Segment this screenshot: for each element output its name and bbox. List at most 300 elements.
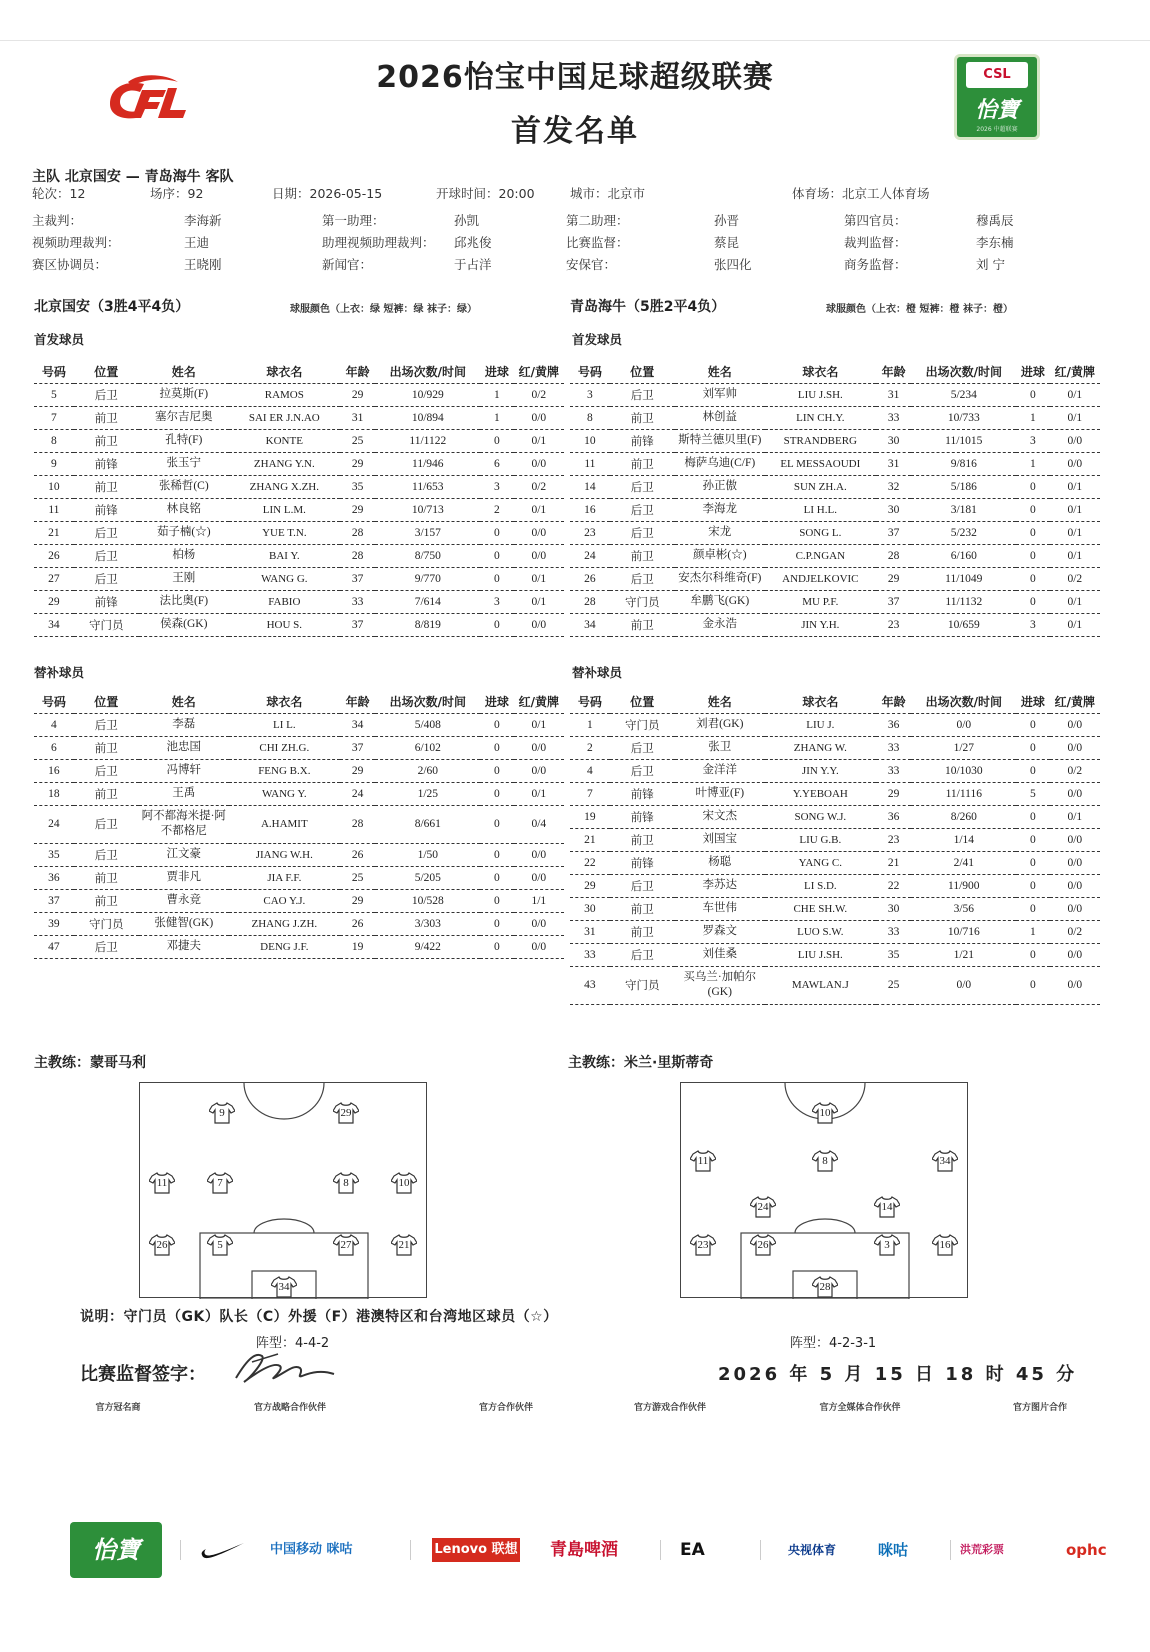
cell-apps-minutes: 9/816 bbox=[911, 452, 1016, 475]
cell-apps-minutes: 10/659 bbox=[911, 613, 1016, 636]
column-header: 号码 bbox=[34, 690, 74, 713]
cell-name: 叶博亚(F) bbox=[675, 782, 765, 805]
cell-age: 35 bbox=[340, 475, 376, 498]
table-row bbox=[570, 590, 1100, 613]
cell-apps-minutes: 10/929 bbox=[375, 383, 480, 406]
cell-position: 前锋 bbox=[610, 782, 675, 805]
cell-number: 16 bbox=[34, 759, 74, 782]
cell-number: 10 bbox=[570, 429, 610, 452]
shirt-number: 5 bbox=[217, 1239, 223, 1251]
cell-age: 37 bbox=[876, 521, 912, 544]
shirt-number: 10 bbox=[398, 1177, 410, 1189]
cell-apps-minutes: 3/303 bbox=[375, 912, 480, 935]
cell-apps-minutes: 10/713 bbox=[375, 498, 480, 521]
cell-number: 7 bbox=[34, 406, 74, 429]
cell-age: 37 bbox=[876, 590, 912, 613]
cell-apps-minutes: 10/733 bbox=[911, 406, 1016, 429]
column-header: 位置 bbox=[74, 690, 139, 713]
table-row bbox=[34, 805, 564, 843]
cell-shirt-name: LI S.D. bbox=[765, 874, 876, 897]
cell-goals: 0 bbox=[1016, 966, 1050, 1004]
official-name: 邱兆俊 bbox=[454, 235, 492, 250]
cell-number: 35 bbox=[34, 843, 74, 866]
cell-goals: 5 bbox=[1016, 782, 1050, 805]
cell-apps-minutes: 1/14 bbox=[911, 828, 1016, 851]
shirt-number: 26 bbox=[757, 1239, 769, 1251]
shirt-number: 8 bbox=[822, 1155, 828, 1167]
cell-position: 后卫 bbox=[74, 567, 139, 590]
table-row bbox=[570, 521, 1100, 544]
cell-name: 杨聪 bbox=[675, 851, 765, 874]
cell-number: 7 bbox=[570, 782, 610, 805]
player-shirt-icon bbox=[207, 1172, 233, 1194]
cell-number: 19 bbox=[570, 805, 610, 828]
cell-number: 4 bbox=[570, 759, 610, 782]
partner-label: 官方合作伙伴 bbox=[478, 1403, 533, 1413]
cell-age: 31 bbox=[876, 383, 912, 406]
signature-scribble bbox=[230, 1348, 340, 1388]
player-shirt-icon bbox=[812, 1102, 838, 1124]
cell-number: 1 bbox=[570, 713, 610, 736]
cell-cards: 0/1 bbox=[1050, 383, 1100, 406]
cell-apps-minutes: 11/900 bbox=[911, 874, 1016, 897]
away-coach-name: 米兰·里斯蒂奇 bbox=[624, 1055, 714, 1071]
cell-name: 林创益 bbox=[675, 406, 765, 429]
cell-age: 29 bbox=[340, 498, 376, 521]
cell-cards: 1/1 bbox=[514, 889, 564, 912]
cell-apps-minutes: 5/205 bbox=[375, 866, 480, 889]
cell-cards: 0/1 bbox=[514, 567, 564, 590]
home-kit-colors: 球服颜色（上衣：绿 短裤：绿 袜子：绿） bbox=[290, 304, 477, 315]
cell-apps-minutes: 2/41 bbox=[911, 851, 1016, 874]
table-row bbox=[570, 567, 1100, 590]
cell-age: 29 bbox=[876, 567, 912, 590]
cell-shirt-name: WANG Y. bbox=[229, 782, 340, 805]
cell-name: 车世伟 bbox=[675, 897, 765, 920]
cell-name: 李磊 bbox=[139, 713, 229, 736]
cell-position: 后卫 bbox=[74, 935, 139, 958]
table-row bbox=[570, 828, 1100, 851]
cell-name: 牟鹏飞(GK) bbox=[675, 590, 765, 613]
cell-shirt-name: CHE SH.W. bbox=[765, 897, 876, 920]
table-row bbox=[570, 613, 1100, 636]
cell-shirt-name: WANG G. bbox=[229, 567, 340, 590]
table-row bbox=[570, 429, 1100, 452]
cell-number: 36 bbox=[34, 866, 74, 889]
cell-name: 安杰尔科维奇(F) bbox=[675, 567, 765, 590]
cell-shirt-name: LIU J. bbox=[765, 713, 876, 736]
cell-position: 前卫 bbox=[74, 429, 139, 452]
cell-apps-minutes: 0/0 bbox=[911, 966, 1016, 1004]
cell-shirt-name: SAI ER J.N.AO bbox=[229, 406, 340, 429]
sponsor-divider bbox=[950, 1540, 951, 1560]
away-subs-table bbox=[570, 690, 1100, 1005]
away-starters-table bbox=[570, 360, 1100, 637]
player-shirt-icon bbox=[391, 1172, 417, 1194]
home-coach-label: 主教练： bbox=[34, 1055, 90, 1071]
cell-apps-minutes: 5/232 bbox=[911, 521, 1016, 544]
cell-goals: 6 bbox=[480, 452, 514, 475]
column-header: 年龄 bbox=[876, 690, 912, 713]
cell-number: 3 bbox=[570, 383, 610, 406]
column-header: 进球 bbox=[1016, 690, 1050, 713]
sponsor-logo: 央视体育 bbox=[788, 1543, 837, 1557]
cell-age: 33 bbox=[876, 406, 912, 429]
page-title: 2026怡宝中国足球超级联赛 bbox=[376, 60, 774, 95]
shirt-number: 8 bbox=[343, 1177, 349, 1189]
cell-position: 前锋 bbox=[610, 429, 675, 452]
official-role: 商务监督： bbox=[844, 257, 907, 272]
cell-goals: 0 bbox=[1016, 383, 1050, 406]
cell-shirt-name: SUN ZH.A. bbox=[765, 475, 876, 498]
cell-number: 39 bbox=[34, 912, 74, 935]
cell-position: 守门员 bbox=[74, 613, 139, 636]
cell-apps-minutes: 11/1015 bbox=[911, 429, 1016, 452]
cell-cards: 0/1 bbox=[514, 429, 564, 452]
cell-name: 买乌兰·加帕尔(GK) bbox=[675, 966, 765, 1004]
cell-goals: 0 bbox=[480, 567, 514, 590]
cell-cards: 0/0 bbox=[1050, 828, 1100, 851]
table-row bbox=[34, 613, 564, 636]
column-header: 号码 bbox=[570, 690, 610, 713]
cell-position: 前卫 bbox=[610, 828, 675, 851]
cell-age: 31 bbox=[340, 406, 376, 429]
cell-shirt-name: FABIO bbox=[229, 590, 340, 613]
cell-age: 33 bbox=[340, 590, 376, 613]
cell-shirt-name: ANDJELKOVIC bbox=[765, 567, 876, 590]
cell-name: 曹永竞 bbox=[139, 889, 229, 912]
cell-goals: 0 bbox=[480, 889, 514, 912]
cell-position: 前卫 bbox=[74, 406, 139, 429]
sponsor-logo: 咪咕 bbox=[878, 1541, 909, 1559]
cell-position: 后卫 bbox=[610, 943, 675, 966]
cell-cards: 0/0 bbox=[514, 613, 564, 636]
cell-age: 23 bbox=[876, 828, 912, 851]
cell-cards: 0/1 bbox=[1050, 805, 1100, 828]
table-row bbox=[34, 843, 564, 866]
home-subs-table bbox=[34, 690, 564, 959]
cell-number: 31 bbox=[570, 920, 610, 943]
cell-position: 前锋 bbox=[74, 498, 139, 521]
cell-name: 金洋洋 bbox=[675, 759, 765, 782]
cell-age: 26 bbox=[340, 912, 376, 935]
cell-shirt-name: HOU S. bbox=[229, 613, 340, 636]
cell-name: 刘君(GK) bbox=[675, 713, 765, 736]
official-name: 孙凯 bbox=[454, 213, 480, 228]
player-shirt-icon bbox=[750, 1234, 776, 1256]
cell-number: 9 bbox=[34, 452, 74, 475]
table-row bbox=[570, 406, 1100, 429]
cell-number: 24 bbox=[570, 544, 610, 567]
column-header: 红/黄牌 bbox=[514, 360, 564, 383]
cell-name: 茹子楠(☆) bbox=[139, 521, 229, 544]
cell-number: 27 bbox=[34, 567, 74, 590]
cell-shirt-name: SONG L. bbox=[765, 521, 876, 544]
shirt-number: 23 bbox=[697, 1239, 709, 1251]
cell-shirt-name: JIN Y.Y. bbox=[765, 759, 876, 782]
table-row bbox=[570, 383, 1100, 406]
cell-shirt-name: YUE T.N. bbox=[229, 521, 340, 544]
cell-number: 23 bbox=[570, 521, 610, 544]
cell-name: 王禹 bbox=[139, 782, 229, 805]
cell-number: 5 bbox=[34, 383, 74, 406]
cell-cards: 0/1 bbox=[1050, 475, 1100, 498]
cell-name: 金永浩 bbox=[675, 613, 765, 636]
column-header: 出场次数/时间 bbox=[911, 360, 1016, 383]
sponsor-logo: EA bbox=[680, 1540, 705, 1560]
cell-age: 22 bbox=[876, 874, 912, 897]
cell-apps-minutes: 11/1049 bbox=[911, 567, 1016, 590]
cell-cards: 0/2 bbox=[1050, 759, 1100, 782]
cell-age: 36 bbox=[876, 713, 912, 736]
table-row bbox=[34, 935, 564, 958]
cell-age: 28 bbox=[340, 544, 376, 567]
cell-age: 34 bbox=[340, 713, 376, 736]
cell-age: 24 bbox=[340, 782, 376, 805]
player-shirt-icon bbox=[209, 1102, 235, 1124]
cell-cards: 0/0 bbox=[514, 521, 564, 544]
cell-position: 前锋 bbox=[74, 590, 139, 613]
cell-position: 后卫 bbox=[74, 544, 139, 567]
cell-shirt-name: FENG B.X. bbox=[229, 759, 340, 782]
cell-apps-minutes: 2/60 bbox=[375, 759, 480, 782]
player-shirt-icon bbox=[207, 1234, 233, 1256]
cell-goals: 0 bbox=[480, 866, 514, 889]
cell-shirt-name: JIA F.F. bbox=[229, 866, 340, 889]
cell-goals: 0 bbox=[480, 613, 514, 636]
player-shirt-icon bbox=[874, 1196, 900, 1218]
cell-number: 22 bbox=[570, 851, 610, 874]
cell-cards: 0/2 bbox=[514, 475, 564, 498]
shirt-number: 21 bbox=[398, 1239, 410, 1251]
cell-position: 后卫 bbox=[610, 567, 675, 590]
cell-apps-minutes: 10/894 bbox=[375, 406, 480, 429]
cell-position: 前锋 bbox=[610, 805, 675, 828]
column-header: 出场次数/时间 bbox=[375, 690, 480, 713]
cell-name: 梅萨乌迪(C/F) bbox=[675, 452, 765, 475]
stadium: 体育场：北京工人体育场 bbox=[792, 186, 930, 201]
cell-goals: 0 bbox=[1016, 874, 1050, 897]
table-row bbox=[570, 452, 1100, 475]
cell-position: 后卫 bbox=[74, 713, 139, 736]
partner-label: 官方冠名商 bbox=[95, 1403, 141, 1413]
official-name: 刘 宁 bbox=[976, 257, 1005, 272]
cell-cards: 0/0 bbox=[514, 843, 564, 866]
sponsor-logo: ophc bbox=[1066, 1541, 1107, 1559]
shirt-number: 10 bbox=[819, 1107, 831, 1119]
table-row bbox=[34, 383, 564, 406]
table-row bbox=[34, 889, 564, 912]
player-shirt-icon bbox=[690, 1234, 716, 1256]
cell-cards: 0/0 bbox=[1050, 713, 1100, 736]
column-header: 球衣名 bbox=[765, 690, 876, 713]
cell-goals: 1 bbox=[480, 383, 514, 406]
cell-cards: 0/1 bbox=[1050, 521, 1100, 544]
cell-name: 李海龙 bbox=[675, 498, 765, 521]
table-row bbox=[570, 897, 1100, 920]
cell-age: 35 bbox=[876, 943, 912, 966]
cell-name: 池忠国 bbox=[139, 736, 229, 759]
cell-name: 刘国宝 bbox=[675, 828, 765, 851]
cell-age: 25 bbox=[340, 866, 376, 889]
cell-position: 前卫 bbox=[610, 897, 675, 920]
sponsor-logo: 青島啤酒 bbox=[550, 1540, 618, 1560]
cell-apps-minutes: 6/160 bbox=[911, 544, 1016, 567]
cell-shirt-name: JIN Y.H. bbox=[765, 613, 876, 636]
cell-apps-minutes: 11/653 bbox=[375, 475, 480, 498]
top-divider bbox=[0, 40, 1150, 41]
official-name: 李海新 bbox=[184, 213, 222, 228]
player-shirt-icon bbox=[333, 1234, 359, 1256]
cell-apps-minutes: 8/750 bbox=[375, 544, 480, 567]
page-subtitle: 首发名单 bbox=[511, 114, 639, 149]
cell-cards: 0/0 bbox=[1050, 782, 1100, 805]
cell-cards: 0/2 bbox=[1050, 567, 1100, 590]
table-header-row bbox=[570, 360, 1100, 383]
column-header: 进球 bbox=[480, 360, 514, 383]
cell-shirt-name: LIU J.SH. bbox=[765, 943, 876, 966]
cell-number: 8 bbox=[570, 406, 610, 429]
cell-number: 28 bbox=[570, 590, 610, 613]
official-name: 蔡昆 bbox=[714, 235, 740, 250]
official-name: 孙晋 bbox=[714, 213, 740, 228]
cell-shirt-name: STRANDBERG bbox=[765, 429, 876, 452]
cell-shirt-name: C.P.NGAN bbox=[765, 544, 876, 567]
nike-swoosh-icon bbox=[200, 1539, 246, 1561]
player-shirt-icon bbox=[271, 1276, 297, 1298]
cell-cards: 0/1 bbox=[1050, 590, 1100, 613]
cell-goals: 0 bbox=[480, 713, 514, 736]
cell-shirt-name: ZHANG W. bbox=[765, 736, 876, 759]
table-row bbox=[34, 521, 564, 544]
cell-position: 后卫 bbox=[610, 498, 675, 521]
cell-age: 28 bbox=[340, 521, 376, 544]
cell-apps-minutes: 11/946 bbox=[375, 452, 480, 475]
cell-goals: 0 bbox=[480, 843, 514, 866]
table-row bbox=[570, 943, 1100, 966]
cell-shirt-name: ZHANG J.ZH. bbox=[229, 912, 340, 935]
cell-cards: 0/1 bbox=[1050, 544, 1100, 567]
away-subs-label: 替补球员 bbox=[572, 665, 623, 680]
cell-goals: 0 bbox=[1016, 498, 1050, 521]
official-role: 裁判监督： bbox=[844, 235, 907, 250]
cell-position: 守门员 bbox=[610, 590, 675, 613]
shirt-number: 7 bbox=[217, 1177, 223, 1189]
table-row bbox=[570, 713, 1100, 736]
kickoff-time: 开球时间：20:00 bbox=[436, 186, 535, 201]
cell-goals: 0 bbox=[480, 429, 514, 452]
table-row bbox=[34, 429, 564, 452]
cell-name: 张稀哲(C) bbox=[139, 475, 229, 498]
column-header: 年龄 bbox=[876, 360, 912, 383]
official-role: 赛区协调员： bbox=[32, 257, 108, 272]
player-shirt-icon bbox=[750, 1196, 776, 1218]
table-row bbox=[570, 966, 1100, 1004]
cell-age: 30 bbox=[876, 498, 912, 521]
cell-name: 贾非凡 bbox=[139, 866, 229, 889]
cell-goals: 1 bbox=[1016, 406, 1050, 429]
cell-cards: 0/0 bbox=[514, 452, 564, 475]
cell-age: 37 bbox=[340, 613, 376, 636]
cell-position: 后卫 bbox=[74, 843, 139, 866]
table-row bbox=[570, 759, 1100, 782]
csl-logo-text: CSL bbox=[966, 62, 1028, 88]
cell-name: 法比奥(F) bbox=[139, 590, 229, 613]
cell-shirt-name: ZHANG X.ZH. bbox=[229, 475, 340, 498]
column-header: 红/黄牌 bbox=[1050, 360, 1100, 383]
cell-apps-minutes: 10/1030 bbox=[911, 759, 1016, 782]
partner-label: 官方游戏合作伙伴 bbox=[633, 1403, 706, 1413]
official-role: 主裁判： bbox=[32, 213, 83, 228]
cell-age: 28 bbox=[340, 805, 376, 843]
cell-shirt-name: LIU G.B. bbox=[765, 828, 876, 851]
column-header: 姓名 bbox=[675, 690, 765, 713]
cell-age: 32 bbox=[876, 475, 912, 498]
column-header: 位置 bbox=[610, 360, 675, 383]
cell-cards: 0/0 bbox=[514, 544, 564, 567]
table-row bbox=[34, 475, 564, 498]
cell-goals: 0 bbox=[1016, 759, 1050, 782]
table-row bbox=[34, 544, 564, 567]
cell-shirt-name: RAMOS bbox=[229, 383, 340, 406]
cell-number: 37 bbox=[34, 889, 74, 912]
cell-position: 前锋 bbox=[74, 452, 139, 475]
official-name: 王迪 bbox=[184, 235, 210, 250]
column-header: 球衣名 bbox=[229, 690, 340, 713]
column-header: 姓名 bbox=[675, 360, 765, 383]
cell-cards: 0/0 bbox=[514, 759, 564, 782]
player-shirt-icon bbox=[812, 1150, 838, 1172]
cell-position: 前卫 bbox=[610, 613, 675, 636]
csl-brand-text: 怡寶 bbox=[974, 98, 1019, 123]
column-header: 进球 bbox=[1016, 360, 1050, 383]
cell-shirt-name: A.HAMIT bbox=[229, 805, 340, 843]
home-coach-name: 蒙哥马利 bbox=[90, 1055, 146, 1071]
sponsor-divider bbox=[410, 1540, 411, 1560]
cell-goals: 0 bbox=[480, 544, 514, 567]
cell-goals: 0 bbox=[1016, 943, 1050, 966]
cell-cards: 0/0 bbox=[514, 406, 564, 429]
player-shirt-icon bbox=[149, 1234, 175, 1256]
cell-position: 前锋 bbox=[610, 851, 675, 874]
cell-cards: 0/1 bbox=[1050, 406, 1100, 429]
cell-apps-minutes: 11/1116 bbox=[911, 782, 1016, 805]
cell-apps-minutes: 6/102 bbox=[375, 736, 480, 759]
official-role: 第四官员： bbox=[844, 213, 907, 228]
shirt-number: 16 bbox=[939, 1239, 951, 1251]
sponsor-divider bbox=[660, 1540, 661, 1560]
cell-cards: 0/0 bbox=[1050, 943, 1100, 966]
cell-apps-minutes: 8/661 bbox=[375, 805, 480, 843]
cell-number: 30 bbox=[570, 897, 610, 920]
cell-name: 宋文杰 bbox=[675, 805, 765, 828]
cell-apps-minutes: 11/1122 bbox=[375, 429, 480, 452]
cell-cards: 0/0 bbox=[1050, 897, 1100, 920]
cell-shirt-name: KONTE bbox=[229, 429, 340, 452]
cell-position: 后卫 bbox=[74, 805, 139, 843]
cell-goals: 0 bbox=[1016, 521, 1050, 544]
home-subs-label: 替补球员 bbox=[34, 665, 85, 680]
column-header: 号码 bbox=[570, 360, 610, 383]
cell-number: 43 bbox=[570, 966, 610, 1004]
cell-number: 11 bbox=[34, 498, 74, 521]
table-header-row bbox=[34, 690, 564, 713]
cell-age: 29 bbox=[340, 452, 376, 475]
cell-age: 31 bbox=[876, 452, 912, 475]
cell-position: 前卫 bbox=[74, 736, 139, 759]
cell-goals: 0 bbox=[1016, 590, 1050, 613]
cell-apps-minutes: 8/819 bbox=[375, 613, 480, 636]
